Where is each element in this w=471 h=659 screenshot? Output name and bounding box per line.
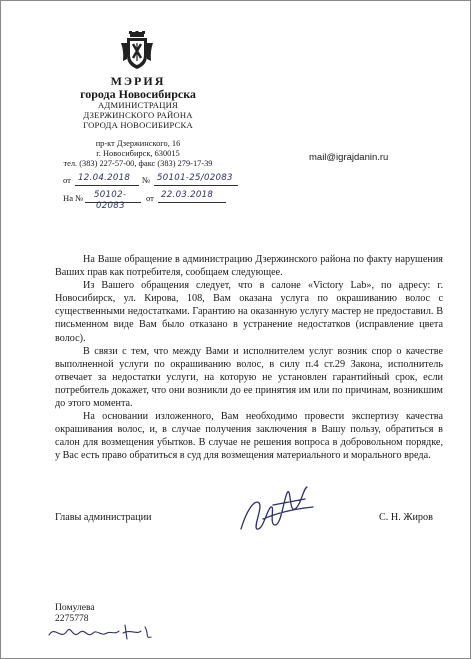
org-title: МЭРИЯ	[110, 74, 166, 88]
coat-of-arms-icon	[120, 31, 154, 71]
handwritten-incoming-date: 22.03.2018	[161, 190, 214, 200]
paragraph-3: В связи с тем, что между Вами и исполнителем услуг возник спор о качестве выполненной услуги по окрашиванию волос, в силу п.4 ст.29 Закона, исполнитель отвечает за недостатки услуги, на которую не установлен гарантийный срок, если потребитель докажет, что они возникли до ее принятия им или по причинам, возникшим до этого момента.	[55, 345, 443, 410]
handwritten-note	[45, 619, 165, 645]
date-underline	[75, 185, 139, 186]
from-label: от	[63, 175, 71, 185]
letter-body	[55, 253, 443, 463]
address-city: г. Новосибирск, 630015	[96, 149, 180, 158]
incoming-number-label: На №	[63, 193, 84, 203]
signer-position: Главы администрации	[55, 512, 152, 523]
executor-name: Помулева	[55, 602, 95, 613]
email-address: mail@igrajdanin.ru	[309, 152, 389, 163]
org-subtitle: города Новосибирска	[80, 87, 196, 101]
handwritten-incoming-number-1: 50102-	[94, 190, 127, 200]
paragraph-4: На основании изложенного, Вам необходимо провести экспертизу качества окрашивания волос, и, в случае получения заключения в Вашу пользу, обратиться в салон для возмещения убытков. В случае не решения вопроса в добровольном порядке, у Вас есть право обратиться в суд для возмещения материального и морального вреда.	[55, 411, 443, 462]
address-street: пр-кт Дзержинского, 16	[95, 139, 181, 148]
signer-name: С. Н. Жиров	[379, 512, 433, 523]
handwritten-date: 12.04.2018	[78, 173, 131, 183]
admin-line-2: ДЗЕРЖИНСКОГО РАЙОНА	[83, 110, 193, 120]
executor-phone: 2275778	[55, 613, 89, 624]
address-phones: тел. (383) 227-57-00, факс (383) 279-17-39	[63, 159, 213, 168]
number-underline	[154, 185, 238, 186]
incoming-date-underline	[158, 202, 226, 203]
handwritten-number: 50101-25/02083	[157, 173, 233, 183]
handwritten-signature	[233, 479, 323, 539]
admin-line-1: АДМИНИСТРАЦИЯ	[98, 100, 178, 110]
paragraph-2: Из Вашего обращения следует, что в салоне «Victory Lab», по адресу: г. Новосибирск, ул. Кирова, 108, Вам оказана услуга по окрашиванию волос с существенными недостатками. Гарантию на оказанную услугу мастер не предоставил. В письменном виде Вам было отказано в устранение недостатков (исправление цвета волос).	[55, 280, 443, 344]
incoming-from-label: от	[146, 193, 154, 203]
handwritten-incoming-number-2: 02083	[96, 201, 125, 211]
number-label: №	[142, 175, 151, 185]
admin-line-3: ГОРОДА НОВОСИБИРСКА	[83, 120, 193, 130]
paragraph-1: На Ваше обращение в администрацию Дзержинского района по факту нарушения Ваших прав как потребителя, сообщаем следующее.	[55, 254, 443, 279]
